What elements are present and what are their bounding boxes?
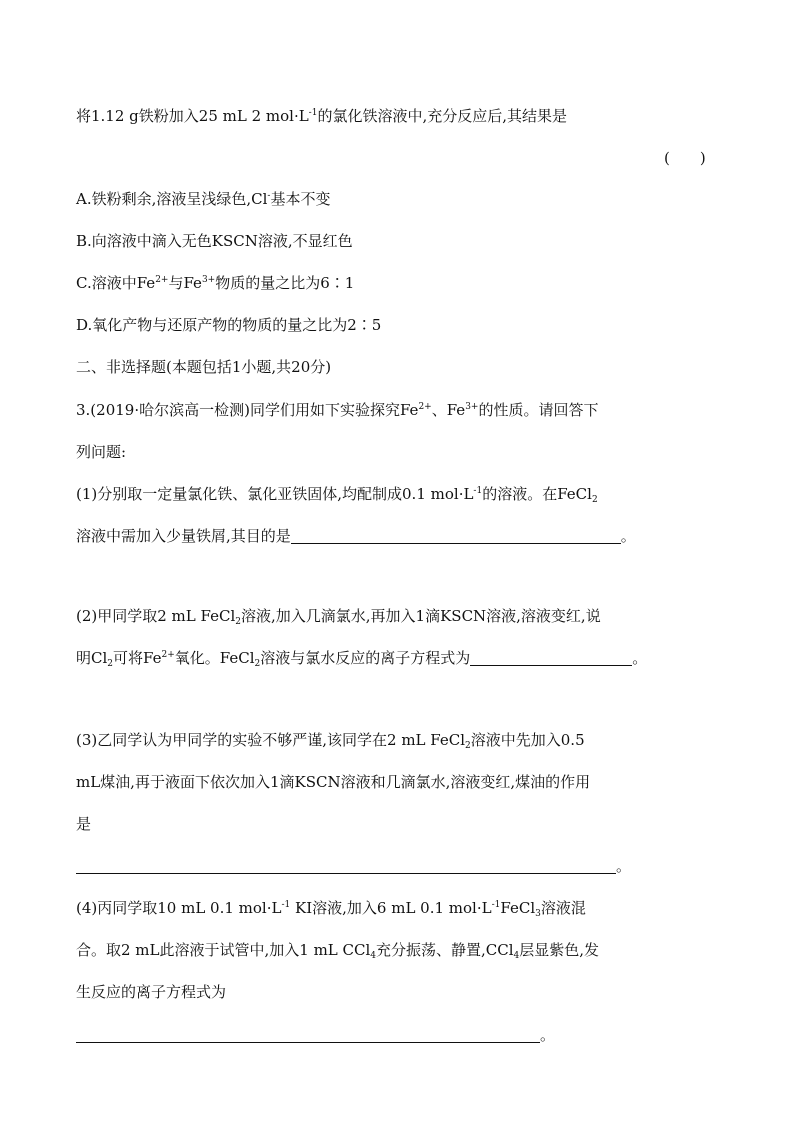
q3-part3-answer: 。	[76, 856, 631, 876]
q2-option-c: C.溶液中$Fe^{2+}$与$Fe^{3+}$物质的量之比为6∶1	[76, 274, 355, 292]
answer-blank[interactable]	[76, 859, 616, 874]
q3-part2-line1: (2)甲同学取2 mL FeCl$_2$溶液,加入几滴氯水,再加入1滴KSCN溶液,溶液变红,说	[76, 607, 601, 627]
section-heading: 二、非选择题(本题包括1小题,共20分)	[76, 358, 332, 376]
q3-part4-line2: 合。取2 mL此溶液于试管中,加入1 mL CCl$_4$充分振荡、静置,CCl$_4$层显紫色,发	[76, 941, 600, 961]
q3-part4-answer: 。	[76, 1025, 555, 1045]
q3-part1-line1: (1)分别取一定量氯化铁、氯化亚铁固体,均配制成0.1 $mol\cdot L^{-1}$的溶液。在FeCl$_2$	[76, 485, 598, 505]
q3-part2-line2: 明$Cl_2$可将$Fe^{2+}$氧化。FeCl$_2$溶液与氯水反应的离子方程式为 。	[76, 649, 648, 669]
q3-part1-line2: 溶液中需加入少量铁屑,其目的是 。	[76, 527, 636, 545]
q3-part4-line1: (4)丙同学取10 mL 0.1 $mol\cdot L^{-1}$ KI溶液,加入6 mL 0.1 $mol\cdot L^{-1}FeCl_3$溶液混	[76, 899, 586, 919]
q2-option-a: A.铁粉剩余,溶液呈浅绿色,Cl-基本不变	[76, 190, 331, 208]
q3-part3-line2: mL煤油,再于液面下依次加入1滴KSCN溶液和几滴氯水,溶液变红,煤油的作用	[76, 773, 591, 791]
q2-option-d: D.氧化产物与还原产物的物质的量之比为2∶5	[76, 316, 382, 334]
q3-intro-cont: 列问题:	[76, 443, 127, 461]
q3-part3-line1: (3)乙同学认为甲同学的实验不够严谨,该同学在2 mL FeCl$_2$溶液中先加入0.5	[76, 731, 585, 751]
q2-stem: 将1.12 g铁粉加入25 mL 2 $mol\cdot L^{-1}$的氯化铁溶液中,充分反应后,其结果是	[76, 107, 567, 125]
q2-option-b: B.向溶液中滴入无色KSCN溶液,不显红色	[76, 232, 353, 250]
q3-part3-line3: 是	[76, 815, 92, 833]
answer-blank[interactable]	[470, 651, 632, 666]
answer-blank[interactable]	[291, 529, 621, 544]
answer-blank[interactable]	[76, 1028, 540, 1043]
q3-part4-line3: 生反应的离子方程式为	[76, 983, 227, 1001]
answer-parentheses: ( )	[664, 149, 706, 167]
q3-intro: 3.(2019·哈尔滨高一检测)同学们用如下实验探究$Fe^{2+}$、$Fe^{3+}$的性质。请回答下	[76, 401, 599, 419]
